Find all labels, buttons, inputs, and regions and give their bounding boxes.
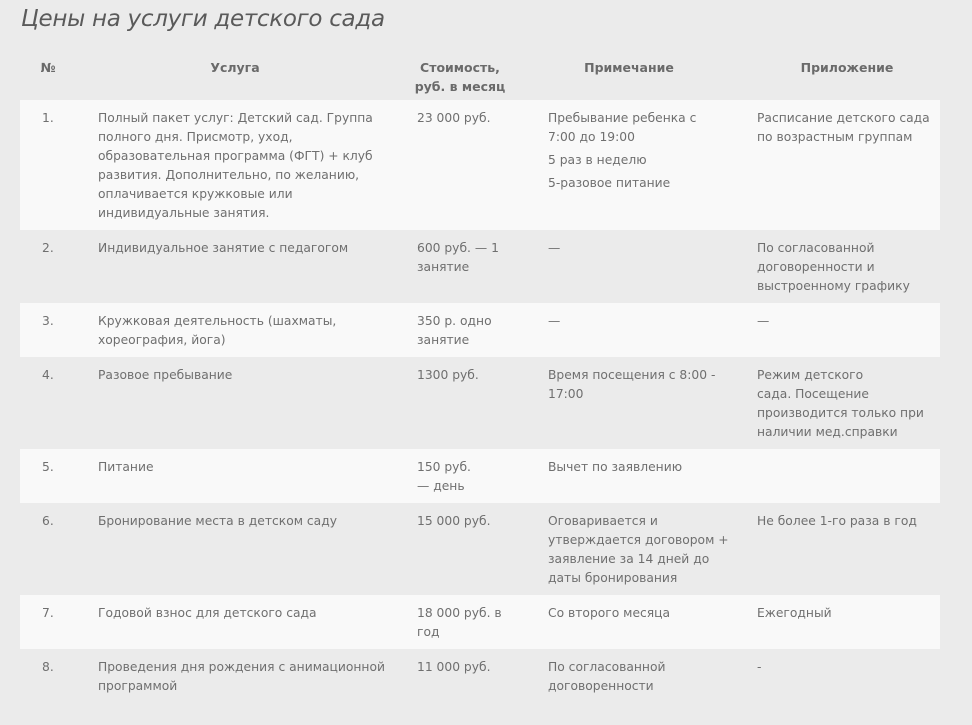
cell-attachment-line: — <box>757 314 770 328</box>
cell-service-line: Индивидуальное занятие с педагогом <box>98 241 349 255</box>
cell-note-line: 17:00 <box>548 387 584 401</box>
cell-note <box>548 239 728 258</box>
cell-service-line: хореография, йога) <box>98 333 226 347</box>
cell-cost-line: 18 000 руб. в <box>417 606 502 620</box>
cell-attachment-line: производится только при <box>757 406 924 420</box>
cell-attachment-line: по возрастным группам <box>757 130 913 144</box>
cell-cost-line: 1300 руб. <box>417 368 479 382</box>
cell-service <box>98 312 383 350</box>
cell-num: 5. <box>42 460 54 474</box>
cell-note-line: 5 раз в неделю <box>548 153 647 167</box>
cell-cost-line: занятие <box>417 260 470 274</box>
table-row <box>20 595 940 649</box>
cell-service <box>98 512 383 531</box>
header-cost <box>410 58 510 96</box>
cell-note <box>548 458 728 477</box>
cell-note-line: По согласованной <box>548 660 666 674</box>
cell-cost <box>417 658 517 677</box>
cell-cost <box>417 109 517 128</box>
cell-service <box>98 239 383 258</box>
cell-attachment-line: Не более 1-го раза в год <box>757 514 917 528</box>
cell-note-line: договоренности <box>548 679 654 693</box>
cell-attachment-line: Режим детского <box>757 368 864 382</box>
cell-cost <box>417 312 517 350</box>
cell-note-line: 5-разовое питание <box>548 176 671 190</box>
cell-attachment <box>757 239 937 296</box>
header-attachment: Приложение <box>800 60 894 75</box>
cell-note <box>548 109 728 193</box>
cell-note <box>548 312 728 331</box>
cell-attachment-line: наличии мед.справки <box>757 425 898 439</box>
cell-service-line: индивидуальные занятия. <box>98 206 270 220</box>
cell-service-line: развития. Дополнительно, по желанию, <box>98 168 360 182</box>
cell-num: 6. <box>42 514 54 528</box>
header-cost-line1: Стоимость, <box>420 60 500 75</box>
cell-service-line: Кружковая деятельность (шахматы, <box>98 314 337 328</box>
cell-service-line: Полный пакет услуг: Детский сад. Группа <box>98 111 373 125</box>
cell-num: 3. <box>42 314 54 328</box>
cell-note-line: 7:00 до 19:00 <box>548 130 635 144</box>
cell-num: 1. <box>42 111 54 125</box>
cell-attachment-line: договоренности и <box>757 260 875 274</box>
table-body <box>20 100 940 703</box>
cell-cost <box>417 458 517 496</box>
cell-cost-line: занятие <box>417 333 470 347</box>
cell-note <box>548 366 728 404</box>
cell-service-line: Разовое пребывание <box>98 368 233 382</box>
cell-cost-line: 15 000 руб. <box>417 514 491 528</box>
cell-attachment-line: По согласованной <box>757 241 875 255</box>
cell-note-line: Вычет по заявлению <box>548 460 683 474</box>
cell-attachment-line: Ежегодный <box>757 606 832 620</box>
cell-num: 2. <box>42 241 54 255</box>
table-row <box>20 649 940 703</box>
cell-service-line: Годовой взнос для детского сада <box>98 606 317 620</box>
header-service: Услуга <box>210 60 260 75</box>
cell-attachment <box>757 366 937 442</box>
cell-service-line: Бронирование места в детском саду <box>98 514 337 528</box>
cell-cost-line: 150 руб. <box>417 460 471 474</box>
table-row <box>20 230 940 303</box>
cell-cost <box>417 512 517 531</box>
cell-attachment <box>757 512 937 531</box>
header-num: № <box>40 60 56 75</box>
cell-cost-line: — день <box>417 479 465 493</box>
table-row <box>20 449 940 503</box>
cell-num: 4. <box>42 368 54 382</box>
cell-note-line: — <box>548 314 561 328</box>
cell-note <box>548 604 728 623</box>
table-header <box>20 52 940 100</box>
cell-attachment-line: сада. Посещение <box>757 387 869 401</box>
cell-num: 7. <box>42 606 54 620</box>
cell-note-line: Оговаривается и <box>548 514 658 528</box>
cell-num: 8. <box>42 660 54 674</box>
header-cost-line2: руб. в месяц <box>414 79 506 94</box>
cell-service <box>98 366 383 385</box>
cell-cost <box>417 604 517 642</box>
table-row <box>20 503 940 595</box>
cell-service <box>98 604 383 623</box>
cell-note-line: заявление за 14 дней до <box>548 552 710 566</box>
cell-note-line: даты бронирования <box>548 571 678 585</box>
page-title: Цены на услуги детского сада <box>21 6 385 32</box>
cell-cost-line: год <box>417 625 440 639</box>
cell-note-line: утверждается договором + <box>548 533 729 547</box>
cell-service <box>98 458 383 477</box>
cell-note-line: Со второго месяца <box>548 606 671 620</box>
cell-service-line: Питание <box>98 460 154 474</box>
cell-cost-line: 350 р. одно <box>417 314 492 328</box>
price-table <box>20 52 940 703</box>
table-row <box>20 100 940 230</box>
cell-service <box>98 658 383 696</box>
cell-attachment <box>757 604 937 623</box>
cell-service-line: полного дня. Присмотр, уход, <box>98 130 293 144</box>
cell-attachment-line: - <box>757 660 762 674</box>
cell-attachment-line: выстроенному графику <box>757 279 910 293</box>
header-note: Примечание <box>584 60 674 75</box>
table-row <box>20 357 940 449</box>
cell-note-line: — <box>548 241 561 255</box>
cell-cost <box>417 366 517 385</box>
cell-attachment <box>757 312 937 331</box>
cell-service-line: программой <box>98 679 178 693</box>
cell-note-line: Время посещения с 8:00 - <box>548 368 716 382</box>
cell-service-line: Проведения дня рождения с анимационной <box>98 660 385 674</box>
cell-note-line: Пребывание ребенка с <box>548 111 697 125</box>
table-row <box>20 303 940 357</box>
cell-note <box>548 512 728 588</box>
cell-note <box>548 658 728 696</box>
cell-cost <box>417 239 517 277</box>
cell-service-line: оплачивается кружковые или <box>98 187 293 201</box>
cell-attachment <box>757 109 937 147</box>
cell-attachment <box>757 658 937 677</box>
cell-cost-line: 23 000 руб. <box>417 111 491 125</box>
cell-cost-line: 11 000 руб. <box>417 660 491 674</box>
cell-service <box>98 109 383 223</box>
cell-service-line: образовательная программа (ФГТ) + клуб <box>98 149 373 163</box>
cell-cost-line: 600 руб. — 1 <box>417 241 499 255</box>
cell-attachment-line: Расписание детского сада <box>757 111 930 125</box>
